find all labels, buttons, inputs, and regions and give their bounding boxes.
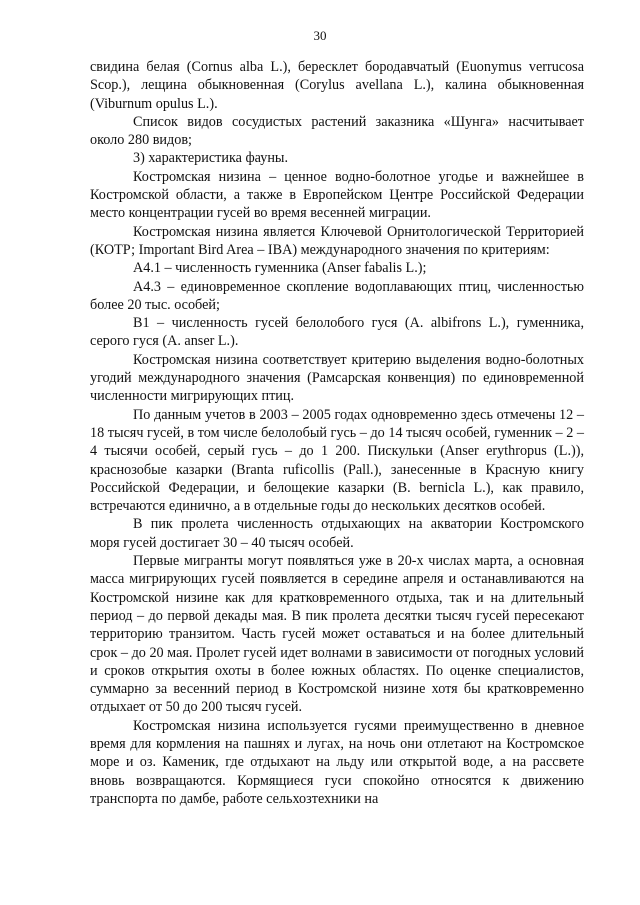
paragraph-10: По данным учетов в 2003 – 2005 годах одновременно здесь отмечены 12 – 18 тысяч гусей, в том числе белолобый гусь – до 14 тысяч особей, гуменник – 2 – 4 тысячи особей, серый гусь – до 1 200. Пискульки (Anser erythropus (L.)), краснозобые казарки (Branta ruficollis (Pall.), занесенные в Красную книгу Российской Федерации, и белощекие казарки (B. bernicla L.), как правило, встречаются единично, а в отдельные годы до нескольких десятков особей. (90, 406, 584, 515)
paragraph-3: 3) характеристика фауны. (133, 150, 288, 167)
paragraph-6: А4.1 – численность гуменника (Anser fabalis L.); (133, 260, 427, 277)
paragraph-1: свидина белая (Cornus alba L.), бересклет бородавчатый (Euonymus verrucosa Scop.), лещина обыкновенная (Corylus avellana L.), калина обыкновенная (Viburnum opulus L.). (90, 59, 584, 112)
paragraph-12: Первые мигранты могут появляться уже в 20-х числах марта, а основная масса мигрирующих гусей появляется в середине апреля и останавливаются на Костромской низине как для кратковременного отдыха, так и на длительный период – до первой декады мая. В пик пролета десятки тысяч гусей пересекают территорию транзитом. Часть гусей может оставаться и на более длительный срок – до 20 мая. Пролет гусей идет волнами в зависимости от погодных условий и сроков открытия охоты в более южных областях. По оценке специалистов, суммарно за весенний период в Костромской низине хотя бы кратковременно отдыхает от 50 до 200 тысяч гусей. (90, 553, 584, 716)
paragraph-5: Костромская низина является Ключевой Орнитологической Территорией (КОТР; Important Bird Area – IBA) международного значения по критериям: (90, 223, 584, 258)
paragraph-2: Список видов сосудистых растений заказника «Шунга» насчитывает около 280 видов; (90, 113, 584, 149)
paragraph-8: В1 – численность гусей белолобого гуся (A. albifrons L.), гуменника, серого гуся (A. anser L.). (90, 315, 584, 350)
paragraph-11: В пик пролета численность отдыхающих на акватории Костромского моря гусей достигает 30 – 40 тысяч особей. (90, 516, 584, 551)
paragraph-7: А4.3 – единовременное скопление водоплавающих птиц, численностью более 20 тыс. особей; (90, 278, 584, 313)
paragraph-13: Костромская низина используется гусями преимущественно в дневное время для кормления на пашнях и лугах, на ночь они отлетают на Костромское море и оз. Каменик, где отдыхают на льду или открытой воде, а на рассвете вновь возвращаются. Кормящиеся гуси спокойно относятся к движению транспорта по дамбе, работе сельхозтехники на (90, 717, 584, 807)
body-text (90, 58, 584, 808)
paragraph-4: Костромская низина – ценное водно-болотное угодье и важнейшее в Костромской области, а также в Европейском Центре Российской Федерации место концентрации гусей во время весенней миграции. (90, 168, 584, 222)
paragraph-9: Костромская низина соответствует критерию выделения водно-болотных угодий международного значения (Рамсарская конвенция) по единовременной численности мигрирующих птиц. (90, 351, 584, 405)
page-number: 30 (313, 28, 327, 43)
